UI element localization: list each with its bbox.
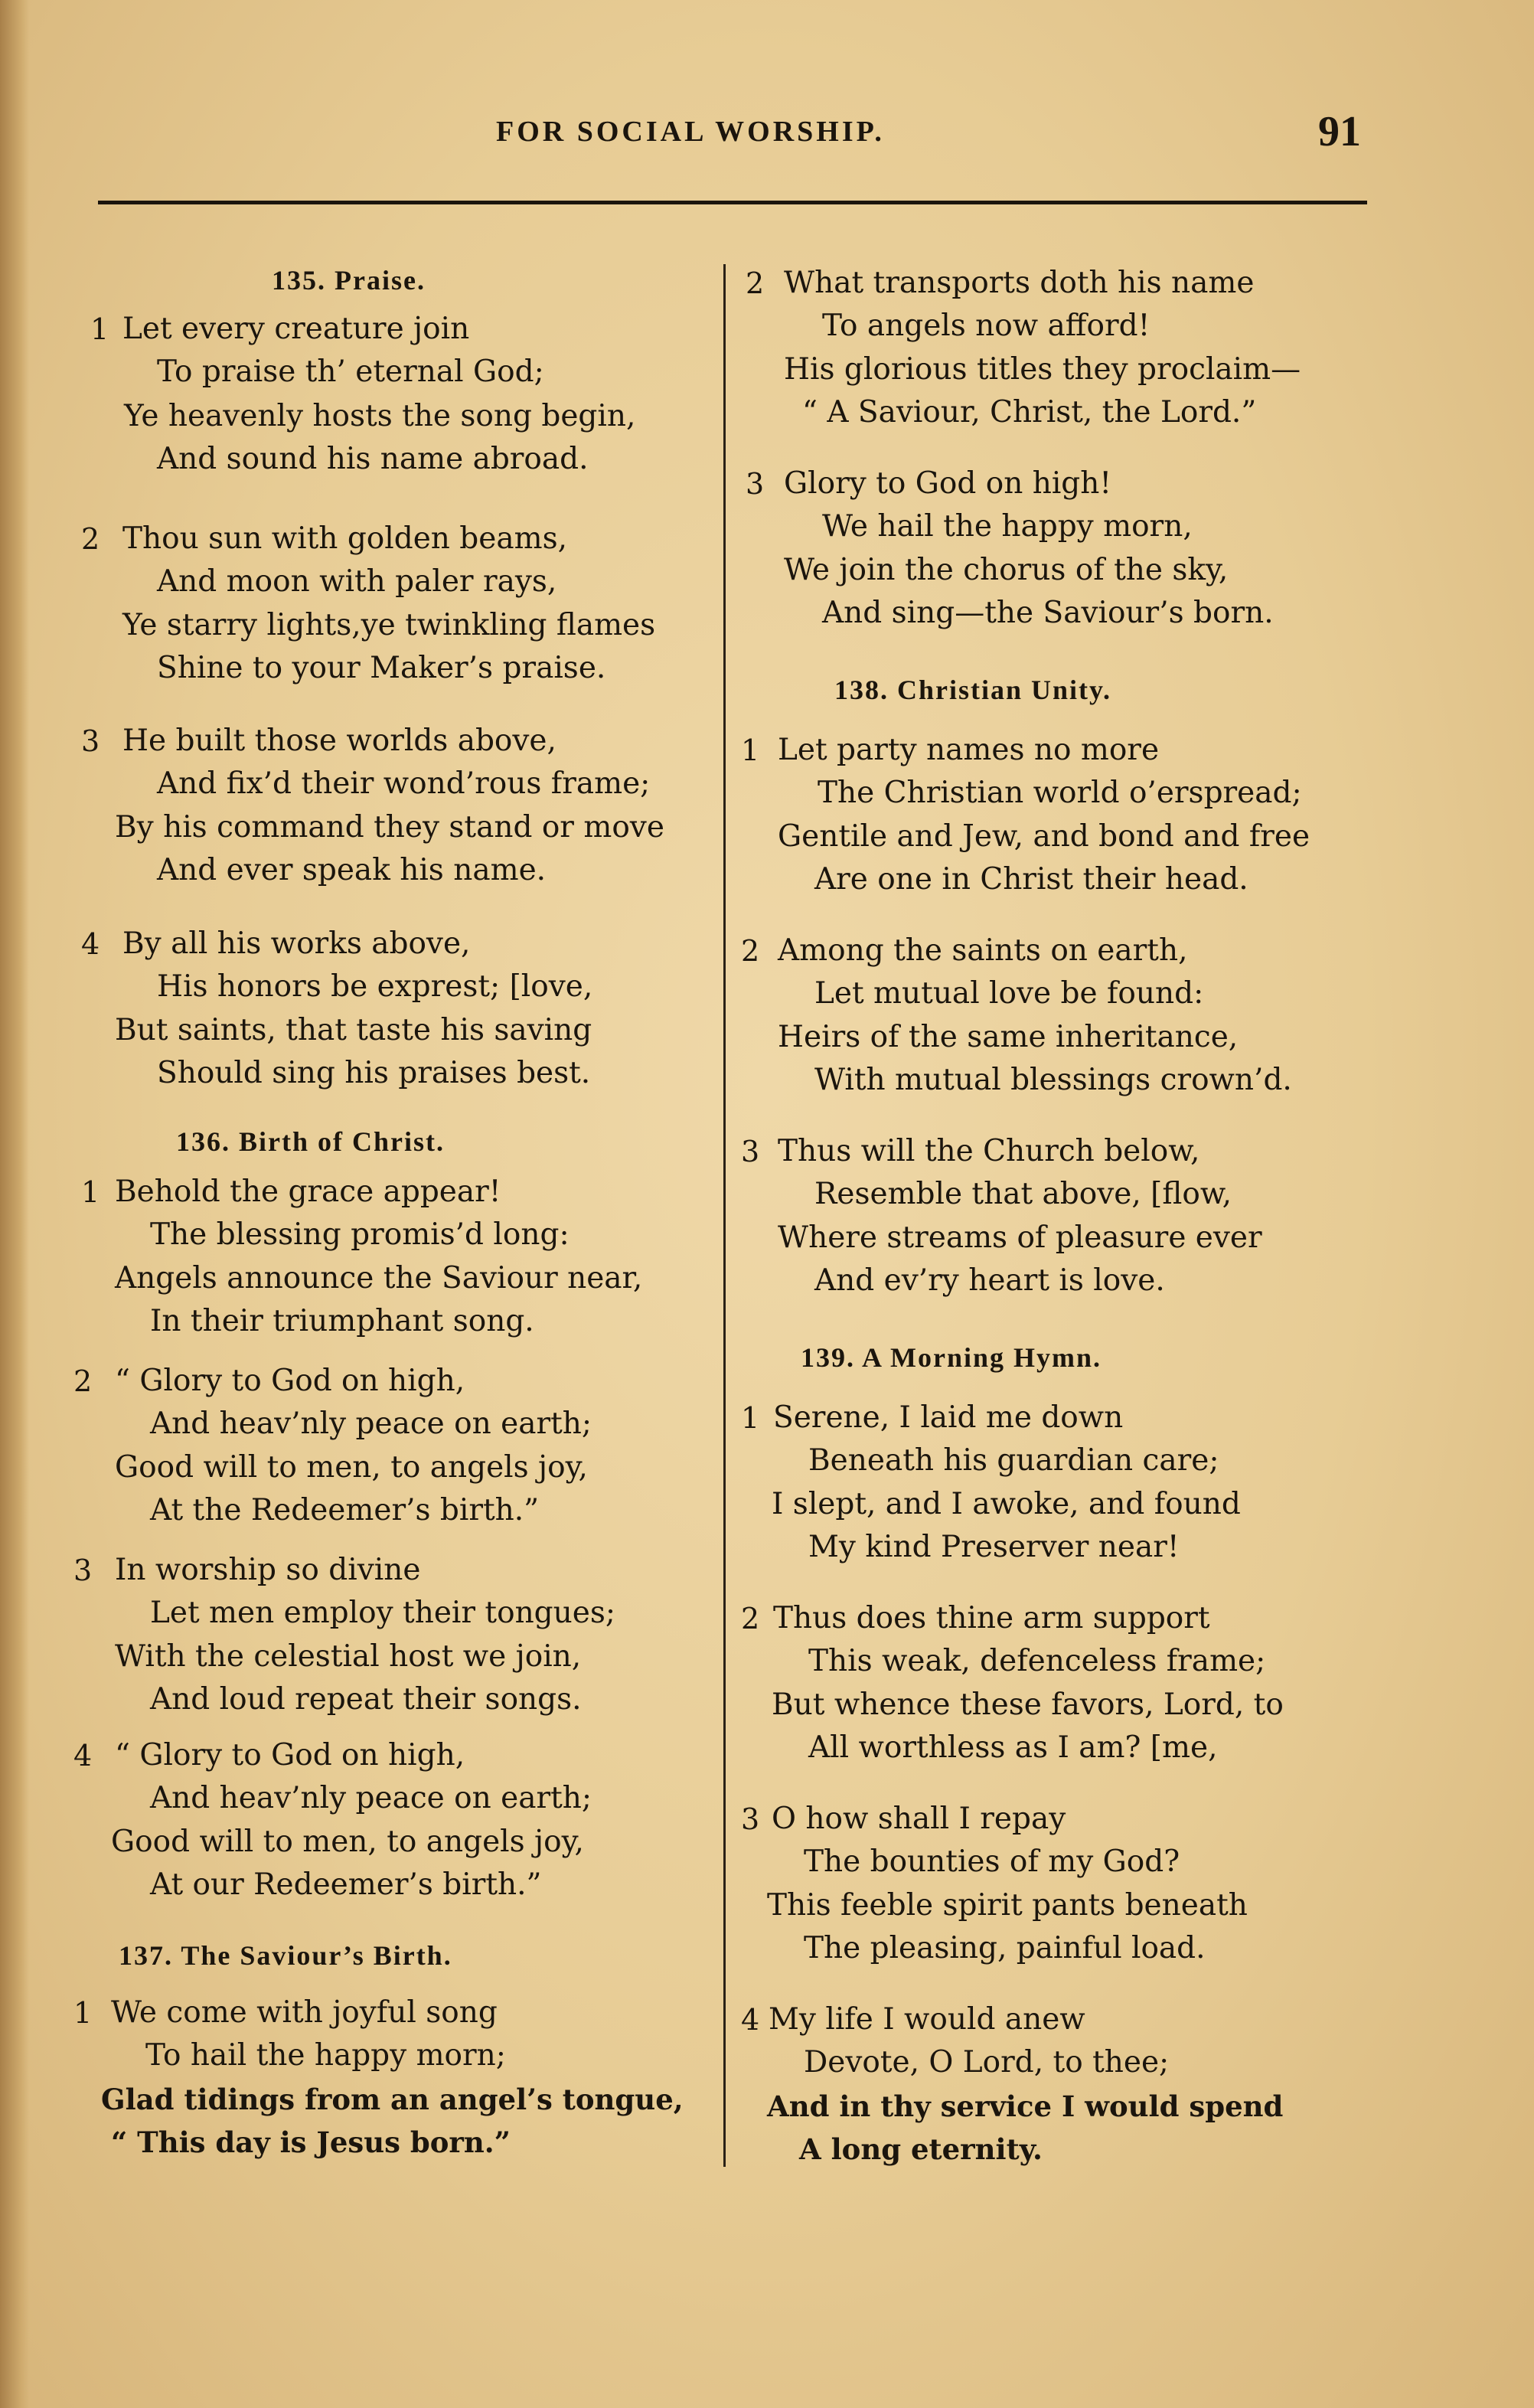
hymn-line: And heav’nly peace on earth; <box>150 1781 592 1815</box>
hymn-line: Where streams of pleasure ever <box>778 1220 1262 1255</box>
hymn-line: Let every creature join <box>122 312 470 346</box>
page-spine-shadow <box>0 0 29 2408</box>
hymn-line: My kind Preserver near! <box>808 1530 1180 1564</box>
hymn-line: Are one in Christ their head. <box>814 862 1248 897</box>
hymn-line: At the Redeemer’s birth.” <box>150 1493 540 1527</box>
hymn-line: Among the saints on earth, <box>778 933 1188 968</box>
hymn-line: Thus will the Church below, <box>778 1134 1200 1168</box>
hymn-line: All worthless as I am? [me, <box>808 1730 1218 1765</box>
hymn-line: Angels announce the Saviour near, <box>115 1261 643 1295</box>
verse-number: 3 <box>81 724 100 758</box>
hymn-line: Glory to God on high! <box>784 466 1112 501</box>
hymn-line: My life I would anew <box>769 2002 1085 2037</box>
column-divider <box>723 264 726 2167</box>
verse-number: 1 <box>741 734 760 767</box>
verse-number: 2 <box>741 934 760 968</box>
hymn-line: And fix’d their wond’rous frame; <box>157 766 651 801</box>
hymn-line: O how shall I repay <box>772 1802 1066 1836</box>
hymn-line: Ye starry lights,ye twinkling flames <box>122 608 656 642</box>
verse-number: 4 <box>81 927 100 961</box>
hymn-title: 135. Praise. <box>272 265 426 296</box>
hymn-line: Let men employ their tongues; <box>150 1596 616 1630</box>
hymn-line: Beneath his guardian care; <box>808 1443 1219 1478</box>
hymn-line: Thou sun with golden beams, <box>122 521 567 556</box>
verse-number: 3 <box>73 1554 93 1587</box>
hymn-line: Let party names no more <box>778 733 1160 767</box>
hymn-line: I slept, and I awoke, and found <box>772 1487 1241 1521</box>
hymn-line: Heirs of the same inheritance, <box>778 1020 1239 1054</box>
hymn-line: The pleasing, painful load. <box>804 1931 1206 1965</box>
hymn-line: By his command they stand or move <box>115 810 664 845</box>
hymn-line: With mutual blessings crown’d. <box>814 1063 1292 1097</box>
hymn-line: What transports doth his name <box>784 266 1255 300</box>
hymn-line: Thus does thine arm support <box>773 1601 1210 1635</box>
hymn-line: And in thy service I would spend <box>767 2089 1284 2123</box>
hymn-title: 139. A Morning Hymn. <box>801 1342 1102 1373</box>
hymn-line: “ This day is Jesus born.” <box>111 2125 511 2159</box>
hymn-line: We hail the happy morn, <box>822 509 1193 544</box>
hymn-line: He built those worlds above, <box>122 724 556 758</box>
hymn-line: We join the chorus of the sky, <box>784 553 1229 587</box>
verse-number: 3 <box>746 467 765 501</box>
hymn-line: To hail the happy morn; <box>145 2038 506 2073</box>
verse-number: 1 <box>90 312 109 346</box>
hymn-title: 138. Christian Unity. <box>834 675 1112 705</box>
hymn-line: Gentile and Jew, and bond and free <box>778 819 1310 854</box>
hymn-line: With the celestial host we join, <box>115 1639 582 1674</box>
verse-number: 3 <box>741 1135 760 1168</box>
hymn-line: This weak, defenceless frame; <box>808 1644 1266 1678</box>
verse-number: 2 <box>81 522 100 556</box>
hymn-line: We come with joyful song <box>111 1995 498 2030</box>
hymn-line: His glorious titles they proclaim— <box>784 352 1301 387</box>
hymn-line: And loud repeat their songs. <box>150 1682 582 1717</box>
hymn-line: And heav’nly peace on earth; <box>150 1407 592 1441</box>
verse-number: 4 <box>73 1739 93 1773</box>
verse-number: 2 <box>73 1364 93 1398</box>
verse-number: 4 <box>741 2003 760 2037</box>
hymn-line: Resemble that above, [flow, <box>814 1177 1232 1211</box>
hymn-line: But whence these favors, Lord, to <box>772 1688 1284 1722</box>
hymn-line: The bounties of my God? <box>804 1844 1180 1879</box>
hymn-line: Behold the grace appear! <box>115 1175 501 1209</box>
hymn-line: And sing—the Saviour’s born. <box>822 596 1274 630</box>
hymn-line: And ever speak his name. <box>157 853 547 887</box>
verse-number: 2 <box>746 266 765 300</box>
hymn-line: The blessing promis’d long: <box>150 1217 570 1252</box>
page-number: 91 <box>1318 108 1361 155</box>
hymn-line: Should sing his praises best. <box>157 1056 591 1090</box>
hymn-line: This feeble spirit pants beneath <box>767 1888 1248 1923</box>
running-head: FOR SOCIAL WORSHIP. <box>496 116 885 148</box>
hymn-line: Let mutual love be found: <box>814 976 1204 1011</box>
hymn-line: Serene, I laid me down <box>773 1400 1124 1435</box>
verse-number: 1 <box>741 1401 760 1435</box>
hymn-title: 137. The Saviour’s Birth. <box>119 1940 452 1971</box>
hymn-line: To angels now afford! <box>822 309 1150 343</box>
hymn-line: “ A Saviour, Christ, the Lord.” <box>802 395 1257 430</box>
hymn-line: And sound his name abroad. <box>157 442 589 476</box>
hymn-line: His honors be exprest; [love, <box>157 969 593 1004</box>
verse-number: 3 <box>741 1802 760 1836</box>
hymn-line: In worship so divine <box>115 1553 421 1587</box>
verse-number: 1 <box>81 1175 100 1209</box>
hymn-line: Ye heavenly hosts the song begin, <box>124 399 636 433</box>
hymn-line: And moon with paler rays, <box>157 564 557 599</box>
header-rule <box>98 201 1367 204</box>
hymn-line: And ev’ry heart is love. <box>814 1263 1165 1298</box>
hymn-line: Shine to your Maker’s praise. <box>157 651 606 685</box>
hymn-line: The Christian world o’erspread; <box>818 776 1302 810</box>
hymn-line: “ Glory to God on high, <box>115 1364 465 1398</box>
hymn-line: Glad tidings from an angel’s tongue, <box>101 2083 684 2116</box>
hymn-line: A long eternity. <box>799 2132 1043 2166</box>
hymn-line: In their triumphant song. <box>150 1304 534 1338</box>
hymn-line: Good will to men, to angels joy, <box>115 1450 588 1485</box>
hymn-line: Devote, O Lord, to thee; <box>804 2045 1170 2080</box>
hymn-line: “ Glory to God on high, <box>115 1738 465 1773</box>
verse-number: 2 <box>741 1602 760 1635</box>
hymn-line: Good will to men, to angels joy, <box>111 1825 584 1859</box>
hymn-line: By all his works above, <box>122 926 471 961</box>
hymn-line: To praise th’ eternal God; <box>157 355 544 389</box>
hymn-line: But saints, that taste his saving <box>115 1013 592 1047</box>
hymn-title: 136. Birth of Christ. <box>176 1126 445 1157</box>
hymn-line: At our Redeemer’s birth.” <box>150 1867 542 1902</box>
verse-number: 1 <box>73 1996 93 2030</box>
